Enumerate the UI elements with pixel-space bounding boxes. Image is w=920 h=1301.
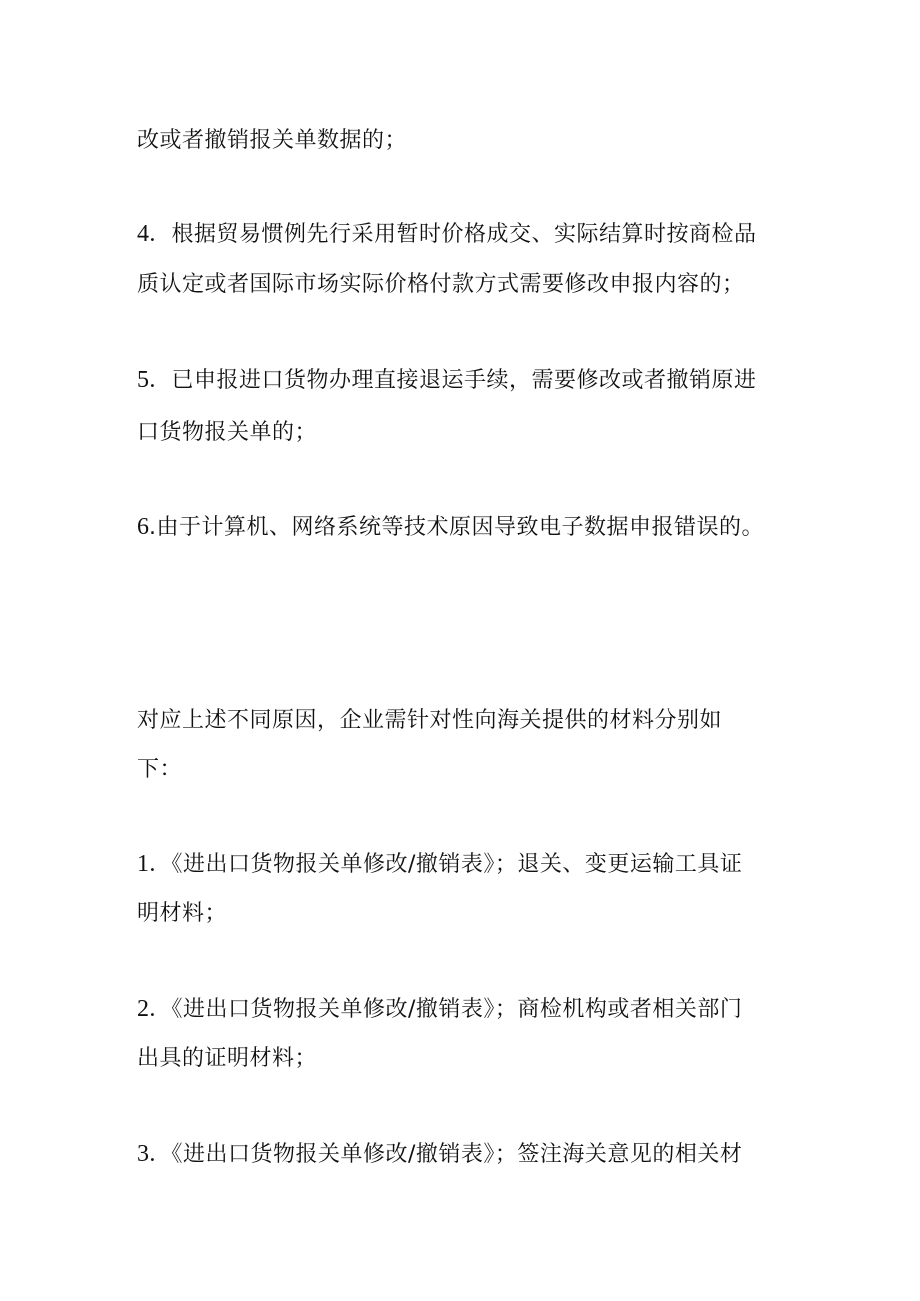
item-number: 3 [137, 1141, 149, 1167]
line-text: ．根据贸易惯例先行采用暂时价格成交、实际结算时按商检品 [149, 222, 757, 247]
material-1-line-2 [137, 899, 227, 929]
line-text: 出具的证明材料； [137, 1046, 318, 1071]
intro-line-2 [137, 755, 182, 785]
item-4-line-2 [137, 270, 745, 300]
material-3-line-1 [137, 1139, 742, 1170]
item-number: 4 [137, 221, 149, 247]
material-1-line-1 [137, 849, 742, 880]
item-number: 5 [137, 367, 149, 393]
item-4-line-1 [137, 219, 757, 250]
intro-line-1 [137, 706, 722, 736]
line-text: 明材料； [137, 901, 228, 926]
item-number: 1 [137, 851, 149, 877]
continuation-line-1 [137, 126, 407, 156]
line-text: 口货物报关单的； [137, 420, 318, 445]
material-2-line-1 [137, 994, 742, 1025]
line-text: 对应上述不同原因，企业需针对性向海关提供的材料分别如 [137, 708, 723, 733]
item-5-line-1 [137, 365, 757, 396]
line-text: 改或者撤销报关单数据的； [137, 128, 408, 153]
item-number: 2 [137, 996, 149, 1022]
material-2-line-2 [137, 1044, 317, 1074]
line-text: 下： [137, 757, 183, 782]
line-text: ．《进出口货物报关单修改/撤销表》；签注海关意见的相关材 [149, 1142, 743, 1167]
line-text: 质认定或者国际市场实际价格付款方式需要修改申报内容的； [137, 272, 745, 297]
line-text: ．《进出口货物报关单修改/撤销表》；退关、变更运输工具证 [149, 852, 743, 877]
item-number: 6 [137, 514, 149, 540]
item-6-line-1 [137, 512, 764, 543]
line-text: ．《进出口货物报关单修改/撤销表》；商检机构或者相关部门 [149, 997, 743, 1022]
line-text: ．已申报进口货物办理直接退运手续，需要修改或者撤销原进 [149, 368, 757, 393]
item-5-line-2 [137, 418, 317, 448]
line-text: .由于计算机、网络系统等技术原因导致电子数据申报错误的。 [149, 515, 764, 540]
